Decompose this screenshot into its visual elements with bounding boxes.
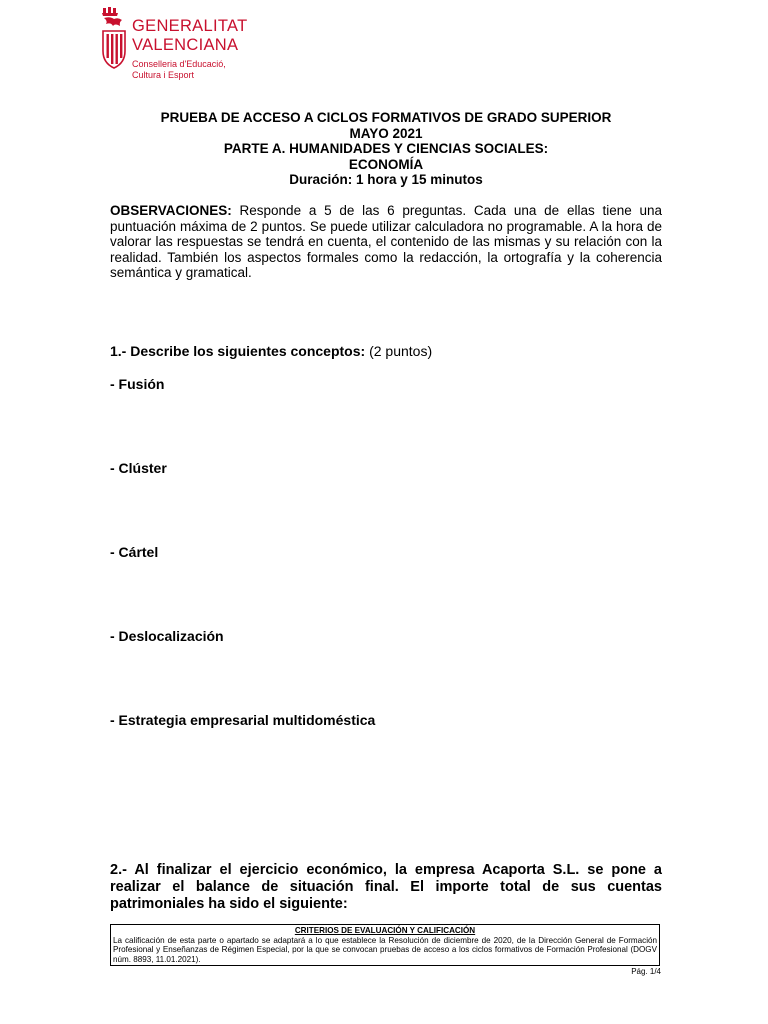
concept-item: - Fusión [110, 376, 165, 392]
logo-sub-line1: Conselleria d'Educació, [132, 59, 226, 69]
observaciones-text: Responde a 5 de las 6 preguntas. Cada una de ellas tiene una puntuación máxima de 2 puntos. Se puede utilizar calculadora no programable. A la hora de valorar las respuestas se tendrá en cuenta, el contenido de las mismas y su relación con la realidad. También los aspectos formales como la redacción, la ortografía y la coherencia semántica y gramatical. [110, 203, 662, 280]
logo-name-line1: GENERALITAT [132, 17, 248, 35]
generalitat-logo [100, 7, 270, 80]
coat-of-arms-icon [100, 7, 128, 69]
question-2-text: 2.- Al finalizar el ejercicio económico, la empresa Acaporta S.L. se pone a realizar el balance de situación final. El importe total de sus cuentas patrimoniales ha sido el siguiente: [110, 862, 662, 912]
logo-name-line2: VALENCIANA [132, 36, 239, 54]
header-line-2: MAYO 2021 [349, 125, 423, 141]
header-line-1: PRUEBA DE ACCESO A CICLOS FORMATIVOS DE GRADO SUPERIOR [160, 110, 612, 125]
question-1-points: (2 puntos) [365, 343, 433, 359]
criteria-title: CRITERIOS DE EVALUACIÓN Y CALIFICACIÓN [294, 926, 476, 935]
concept-item: - Estrategia empresarial multidoméstica [110, 712, 376, 728]
page-number: Pág. 1/4 [631, 967, 661, 976]
concept-item: - Deslocalización [110, 628, 224, 644]
concept-item: - Cártel [110, 544, 159, 560]
logo-subtitle [132, 59, 226, 81]
header-line-3: PARTE A. HUMANIDADES Y CIENCIAS SOCIALES: [223, 141, 549, 156]
logo-sub-line2: Cultura i Esport [132, 70, 195, 80]
header-duration: Duración: 1 hora y 15 minutos [289, 172, 483, 187]
header-line-4: ECONOMÍA [348, 156, 424, 172]
observaciones-label: OBSERVACIONES: [110, 203, 232, 218]
concept-item: - Clúster [110, 460, 167, 476]
criteria-text: La calificación de esta parte o apartado se adaptará a lo que establece la Resolución de diciembre de 2020, de la Dirección General de Formación Profesional y Enseñanzas de Régimen Especial, por la que se convocan pruebas de acceso a los ciclos formativos de Formación Profesional (DOGV núm. 8893, 11.01.2021). [113, 935, 657, 964]
logo-name [132, 17, 247, 55]
question-1-title [110, 343, 432, 359]
exam-header [110, 110, 662, 188]
observaciones-paragraph [110, 203, 662, 281]
question-1-text: 1.- Describe los siguientes conceptos: [110, 343, 366, 359]
criteria-box [110, 924, 660, 966]
